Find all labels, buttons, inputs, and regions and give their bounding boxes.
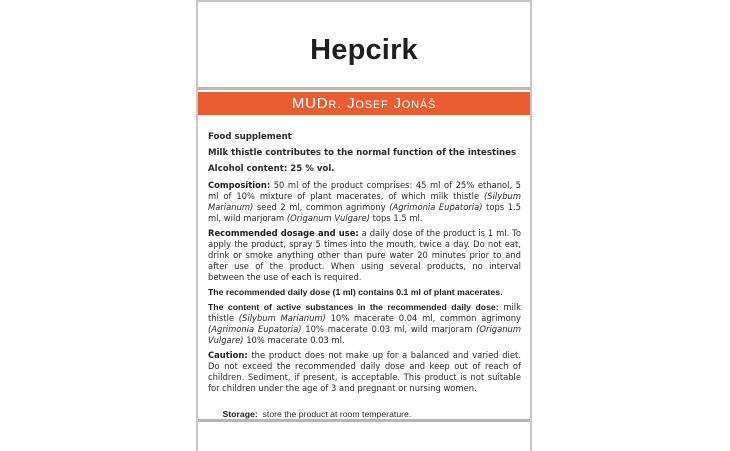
daily-dose-note-text: The recommended daily dose (1 ml) contains 0.1 ml of plant macerates. xyxy=(208,287,503,297)
latin-name: (Agrimonia Eupatoria) xyxy=(389,202,483,212)
bottom-divider xyxy=(198,419,530,422)
latin-name: (Silybum Marianum) xyxy=(208,191,521,212)
caution-text: the product does not make up for a balanced and varied diet. Do not exceed the recommended daily dose and keep out of reach of children. Sediment, if present, is acceptable. This product is not suitable for children under the age of 3 and pregnant or nursing women. xyxy=(208,350,521,393)
composition-text: tops 1.5 ml, wild marjoram xyxy=(208,202,521,223)
active-substances-section xyxy=(208,302,521,346)
composition-section xyxy=(208,180,521,224)
caution-section xyxy=(208,350,521,394)
top-divider xyxy=(198,87,530,90)
category-heading: Food supplement xyxy=(208,132,292,142)
active-substances-text: 10% macerate 0.03 ml. xyxy=(243,335,345,345)
latin-name: (Origanum Vulgare) xyxy=(208,324,521,345)
composition-text: tops 1.5 ml. xyxy=(369,213,423,223)
daily-dose-note xyxy=(208,287,521,298)
dosage-section xyxy=(208,228,521,283)
composition-text: 50 ml of the product comprises: 45 ml of 25% ethanol, 5 ml of 10% mixture of plant macerates, of which milk thistle xyxy=(208,180,521,201)
latin-name: (Origanum Vulgare) xyxy=(286,213,370,223)
product-label xyxy=(196,0,532,451)
product-title: Hepcirk xyxy=(310,34,418,66)
brand-name: MUDr. Josef Jonáš xyxy=(291,95,437,112)
label-content xyxy=(208,132,521,435)
storage-section xyxy=(208,398,521,431)
active-substances-text: milk thistle xyxy=(208,302,521,323)
dosage-text: a daily dose of the product is 1 ml. To apply the product, spray 5 times into the mouth, twice a day. Do not eat, drink or smoke anything other than pure water 20 minutes prior to and after use of the product. When using several products, no interval between the use of each is required. xyxy=(208,228,521,282)
storage-text: store the product at room temperature. xyxy=(257,409,412,419)
brand-banner xyxy=(198,92,530,115)
latin-name: (Silybum Marianum) xyxy=(238,313,326,323)
dosage-heading: Recommended dosage and use: xyxy=(208,228,359,238)
alcohol-content: Alcohol content: 25 % vol. xyxy=(208,164,335,174)
composition-text: seed 2 ml, common agrimony xyxy=(253,202,390,212)
health-claim: Milk thistle contributes to the normal function of the intestines xyxy=(208,148,517,158)
active-substances-text: 10% macerate 0.03 ml, wild marjoram xyxy=(301,324,477,334)
active-substances-heading: The content of active substances in the recommended daily dose: xyxy=(208,302,499,312)
active-substances-text: 10% macerate 0.04 ml, common agrimony xyxy=(325,313,521,323)
latin-name: (Agrimonia Eupatoria) xyxy=(208,324,302,334)
composition-heading: Composition: xyxy=(208,180,271,190)
caution-heading: Caution: xyxy=(208,350,248,360)
storage-heading: Storage: xyxy=(222,409,258,419)
